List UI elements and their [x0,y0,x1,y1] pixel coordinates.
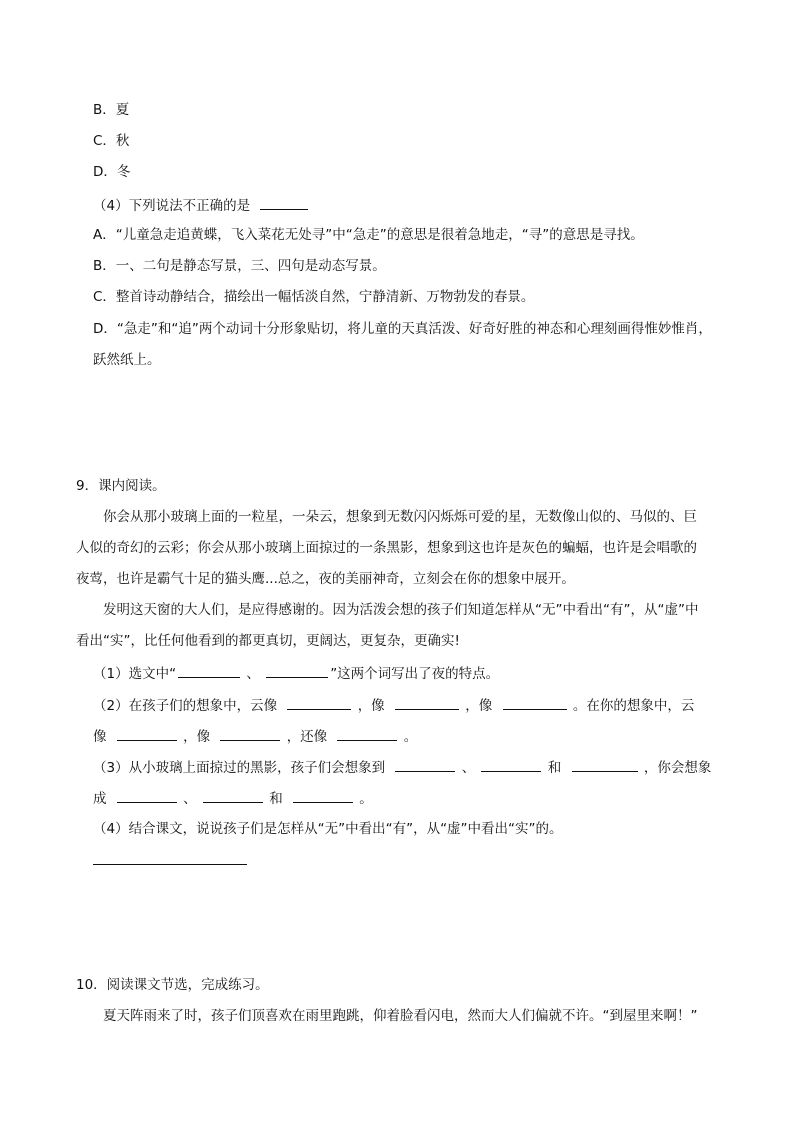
q8-option-c: C．秋 [93,133,130,149]
answer-blank[interactable] [203,788,263,803]
q9-sub1-text: （1）选文中“ [93,666,177,682]
q9-sub2-text: 像 [93,729,107,745]
q8-sub4-option-a: A．“儿童急走追黄蝶，飞入菜花无处寻”中“急走”的意思是很着急地走，“寻”的意思是寻找。 [93,227,644,243]
q9-passage-p2-line2: 看出“实”，比任何他看到的都更真切，更阔达，更复杂，更确实! [76,633,460,649]
answer-blank[interactable] [481,757,541,772]
q9-sub2-text: ，像 [357,698,385,714]
q9-sub3-line1 [93,757,711,777]
q9-passage-p1-line2: 人似的奇幻的云彩；你会从那小玻璃上面掠过的一条黑影，想象到这也许是灰色的蝙蝠，也许是会唱歌的 [76,540,697,556]
q8-sub4-text: （4）下列说法不正确的是 [93,198,251,214]
q9-passage-p1-line3: 夜莺，也许是霸气十足的猫头鹰...总之，夜的美丽神奇，立刻会在你的想象中展开。 [76,571,575,587]
q9-sub3-text: 和 [269,791,283,807]
q9-sub4: （4）结合课文，说说孩子们是怎样从“无”中看出“有”，从“虚”中看出“实”的。 [93,821,563,837]
q9-sub2-text: ，像 [183,729,211,745]
q10-passage-line1: 夏天阵雨来了时，孩子们顶喜欢在雨里跑跳，仰着脸看闪电，然而大人们偏就不许。“到屋里来啊！” [103,1008,698,1024]
answer-blank[interactable] [117,788,177,803]
q10-title: 10．阅读课文节选，完成练习。 [76,977,269,993]
q9-sub2-text: 。在你的想象中，云 [572,698,695,714]
q9-sub2-text: 。 [403,729,418,745]
answer-blank[interactable] [572,757,638,772]
q9-sub1-separator: 、 [246,666,260,682]
q9-sub2-line2 [93,726,417,746]
answer-blank[interactable] [287,695,351,710]
q9-sub3-text: 和 [547,760,562,776]
q9-passage-p2-line1: 发明这天窗的大人们，是应得感谢的。因为活泼会想的孩子们知道怎样从“无”中看出“有”，从“虚”中 [103,602,699,618]
answer-blank[interactable] [337,726,397,741]
q8-option-d: D．冬 [93,164,131,180]
q9-sub3-text: 成 [93,791,107,807]
q9-title: 9．课内阅读。 [76,478,166,494]
q9-sub1 [93,663,499,683]
q8-sub4-option-d-line1: D．“急走”和“追”两个动词十分形象贴切，将儿童的天真活泼、好奇好胜的神态和心理刻画得惟妙惟肖， [93,321,712,337]
q9-sub2-line1 [93,695,694,715]
q8-sub4-prompt [93,195,310,215]
answer-line[interactable] [93,864,247,865]
q9-sub2-text: ，还像 [286,729,328,745]
answer-blank[interactable] [293,788,353,803]
q9-sub1-text-end: ”这两个词写出了夜的特点。 [330,666,500,682]
q9-sub3-text: 、 [183,791,197,807]
answer-blank[interactable] [395,695,459,710]
q9-sub3-text: （3）从小玻璃上面掠过的黑影，孩子们会想象到 [93,760,386,776]
answer-blank[interactable] [260,195,308,210]
answer-blank[interactable] [117,726,177,741]
answer-blank[interactable] [503,695,567,710]
q9-sub3-line2 [93,788,373,808]
answer-blank[interactable] [220,726,280,741]
q8-sub4-option-d-line2: 跃然纸上。 [93,352,161,368]
q8-sub4-option-b: B．一、二句是静态写景，三、四句是动态写景。 [93,258,386,274]
q8-sub4-option-c: C．整首诗动静结合，描绘出一幅恬淡自然，宁静清新、万物勃发的春景。 [93,289,535,305]
answer-blank[interactable] [395,757,455,772]
q9-passage-p1-line1: 你会从那小玻璃上面的一粒星，一朵云，想象到无数闪闪烁烁可爱的星，无数像山似的、马似的、巨 [103,509,697,525]
q8-option-b: B．夏 [93,102,130,118]
q9-sub3-text: 。 [359,791,373,807]
answer-blank[interactable] [178,663,240,678]
q9-sub2-text: ，像 [465,698,493,714]
q9-sub3-text: 、 [461,760,476,776]
q9-sub3-text: ，你会想象 [643,760,712,776]
answer-blank[interactable] [266,663,328,678]
q9-sub2-text: （2）在孩子们的想象中，云像 [93,698,278,714]
